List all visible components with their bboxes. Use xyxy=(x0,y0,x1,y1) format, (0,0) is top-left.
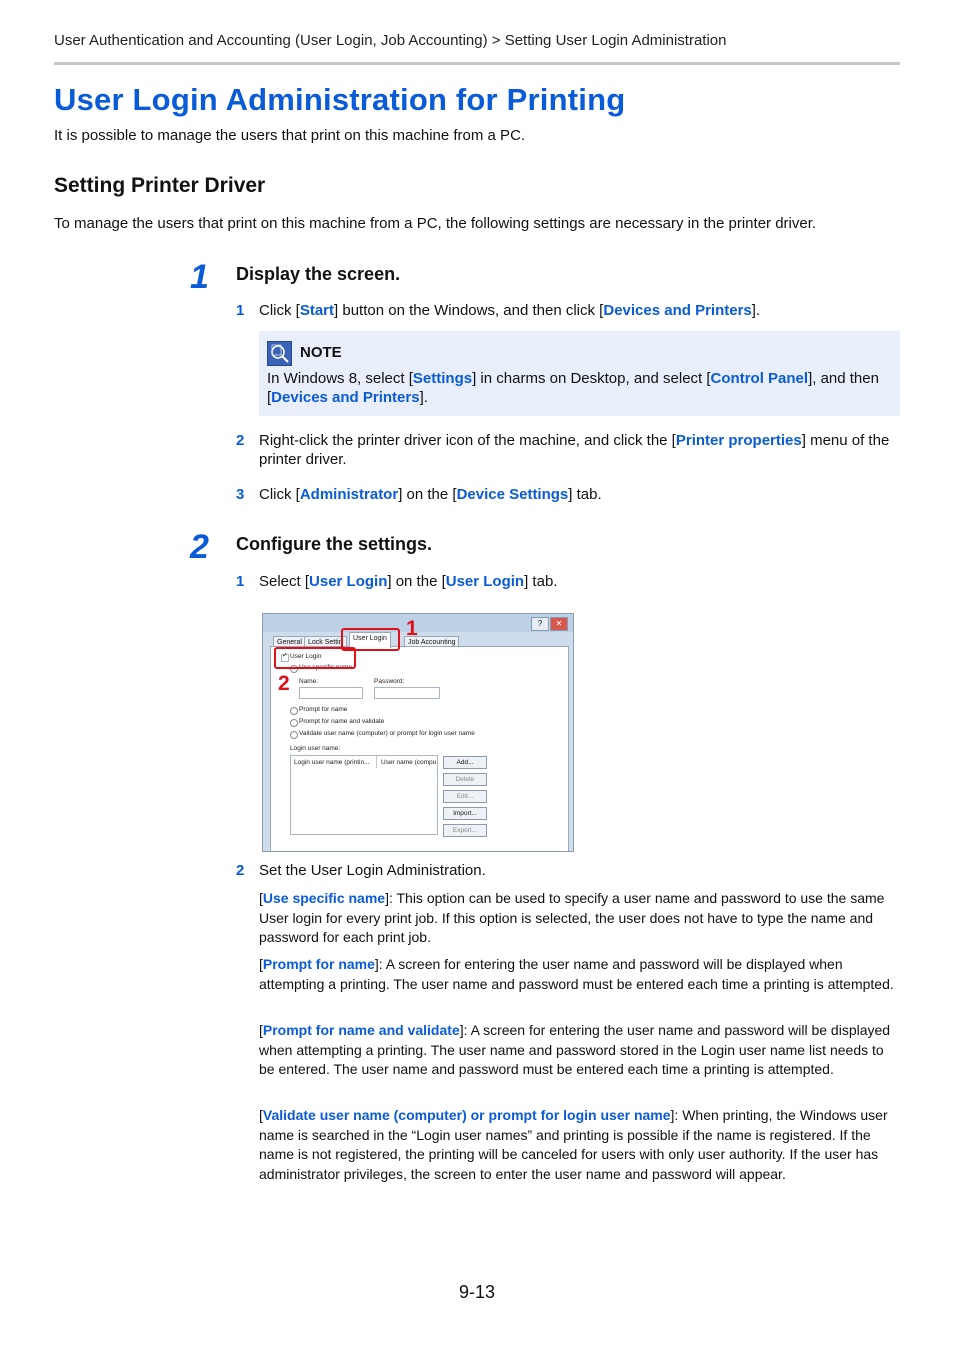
note-box xyxy=(259,331,900,416)
column-divider xyxy=(376,756,377,768)
list-label: Login user name: xyxy=(290,745,341,752)
step-number: 1 xyxy=(190,258,209,296)
page-title: User Login Administration for Printing xyxy=(54,82,626,117)
section-paragraph: To manage the users that print on this machine from a PC, the following settings are necessary in the printer driver. xyxy=(54,215,817,232)
password-input[interactable] xyxy=(374,687,440,699)
tab-job-accounting[interactable]: Job Accounting xyxy=(404,636,459,649)
header-rule xyxy=(54,62,900,65)
substep-number: 2 xyxy=(236,432,245,449)
list-column-header: User name (compu xyxy=(381,759,437,766)
substep-text: Right-click the printer driver icon of the machine, and click the [Printer properties] menu of the printer driver. xyxy=(259,432,890,468)
link-start: Start xyxy=(299,302,335,319)
option-term: Validate user name (computer) or prompt for login user name xyxy=(262,1107,671,1123)
link-devices-and-printers: Devices and Printers xyxy=(603,302,752,319)
substep xyxy=(236,301,906,321)
substep-number: 3 xyxy=(236,486,245,503)
section-heading: Setting Printer Driver xyxy=(54,174,266,197)
note-title: NOTE xyxy=(300,344,342,361)
option-description: [Validate user name (computer) or prompt for login user name]: When printing, the Windows user name is searched in the “Login user names” and printing is possible if the name is registered. If the name is not registered, the printing will be canceled for users with only user authority. If the user has administrator privileges, the screen to enter the user name and password will appear. xyxy=(259,1107,888,1182)
tab-lock-settings[interactable]: Lock Settin xyxy=(304,636,347,649)
option-term: Prompt for name xyxy=(262,956,375,972)
check-icon: ✓ xyxy=(282,652,288,659)
callout-number: 1 xyxy=(406,617,418,640)
password-label: Password: xyxy=(374,678,405,685)
option-description: [Prompt for name and validate]: A screen for entering the user name and password will be displayed when attempting a printing. The user name and password stored in the Login user name list needs to be entered. The user name and password must be entered each time a printing is attempted. xyxy=(259,1022,891,1077)
name-label: Name: xyxy=(299,678,319,685)
substep-text: Click [Start] button on the Windows, and then click [Devices and Printers]. xyxy=(259,302,761,319)
substep-text: Click [Administrator] on the [Device Settings] tab. xyxy=(259,486,602,503)
callout-number: 2 xyxy=(278,672,290,695)
note-icon xyxy=(267,341,292,366)
substep-number: 2 xyxy=(236,862,245,879)
substep xyxy=(236,572,906,592)
tab-general[interactable]: General xyxy=(273,636,306,649)
edit-button[interactable]: Edit... xyxy=(443,790,487,803)
option-description: [Prompt for name]: A screen for entering the user name and password will be displayed when attempting a printing. The user name and password must be entered each time a printing is attempted. xyxy=(259,956,894,992)
import-button[interactable]: Import... xyxy=(443,807,487,820)
step-number: 2 xyxy=(190,528,209,566)
radio-label: Prompt for name and validate xyxy=(299,718,385,725)
radio-validate-user[interactable] xyxy=(290,731,298,739)
option-description: [Use specific name]: This option can be used to specify a user name and password to use the same User login for every print job. If this option is selected, the user does not have to type the name and password for each print job. xyxy=(259,890,885,945)
help-button: ? xyxy=(531,617,549,631)
breadcrumb: User Authentication and Accounting (User Login, Job Accounting) > Setting User Login Administration xyxy=(54,32,727,49)
step-title: Configure the settings. xyxy=(236,534,433,554)
callout-box xyxy=(274,647,356,669)
substep-text: Select [User Login] on the [User Login] tab. xyxy=(259,573,558,590)
add-button[interactable]: Add... xyxy=(443,756,487,769)
page-number: 9-13 xyxy=(458,1282,496,1302)
list-column-header: Login user name (printin... xyxy=(294,759,370,766)
substep xyxy=(236,485,906,505)
intro-text: It is possible to manage the users that print on this machine from a PC. xyxy=(54,127,526,144)
dialog-titlebar xyxy=(263,614,573,632)
checkbox-label: User Login xyxy=(290,653,322,660)
option-term: Prompt for name and validate xyxy=(262,1022,460,1038)
radio-prompt-for-name[interactable] xyxy=(290,707,298,715)
substep xyxy=(236,861,906,881)
substep-text: Set the User Login Administration. xyxy=(259,862,486,879)
option-term: Use specific name xyxy=(262,890,386,906)
substep-number: 1 xyxy=(236,573,245,590)
radio-label: Prompt for name xyxy=(299,706,348,713)
step-title: Display the screen. xyxy=(236,264,401,284)
export-button[interactable]: Export... xyxy=(443,824,487,837)
note-body: In Windows 8, select [Settings] in charms on Desktop, and select [Control Panel], and then [Devices and Printers]. xyxy=(267,370,879,406)
delete-button[interactable]: Delete xyxy=(443,773,487,786)
radio-prompt-validate[interactable] xyxy=(290,719,298,727)
driver-dialog-screenshot xyxy=(262,613,574,852)
close-icon: ✕ xyxy=(550,617,568,631)
substep xyxy=(236,431,906,471)
substep-number: 1 xyxy=(236,302,245,319)
radio-label: Validate user name (computer) or prompt for login user name xyxy=(299,730,475,737)
login-user-list[interactable] xyxy=(290,755,438,835)
name-input[interactable] xyxy=(299,687,363,699)
tab-user-login[interactable]: User Login xyxy=(349,632,391,648)
radio-label: Use specific name xyxy=(299,664,353,671)
